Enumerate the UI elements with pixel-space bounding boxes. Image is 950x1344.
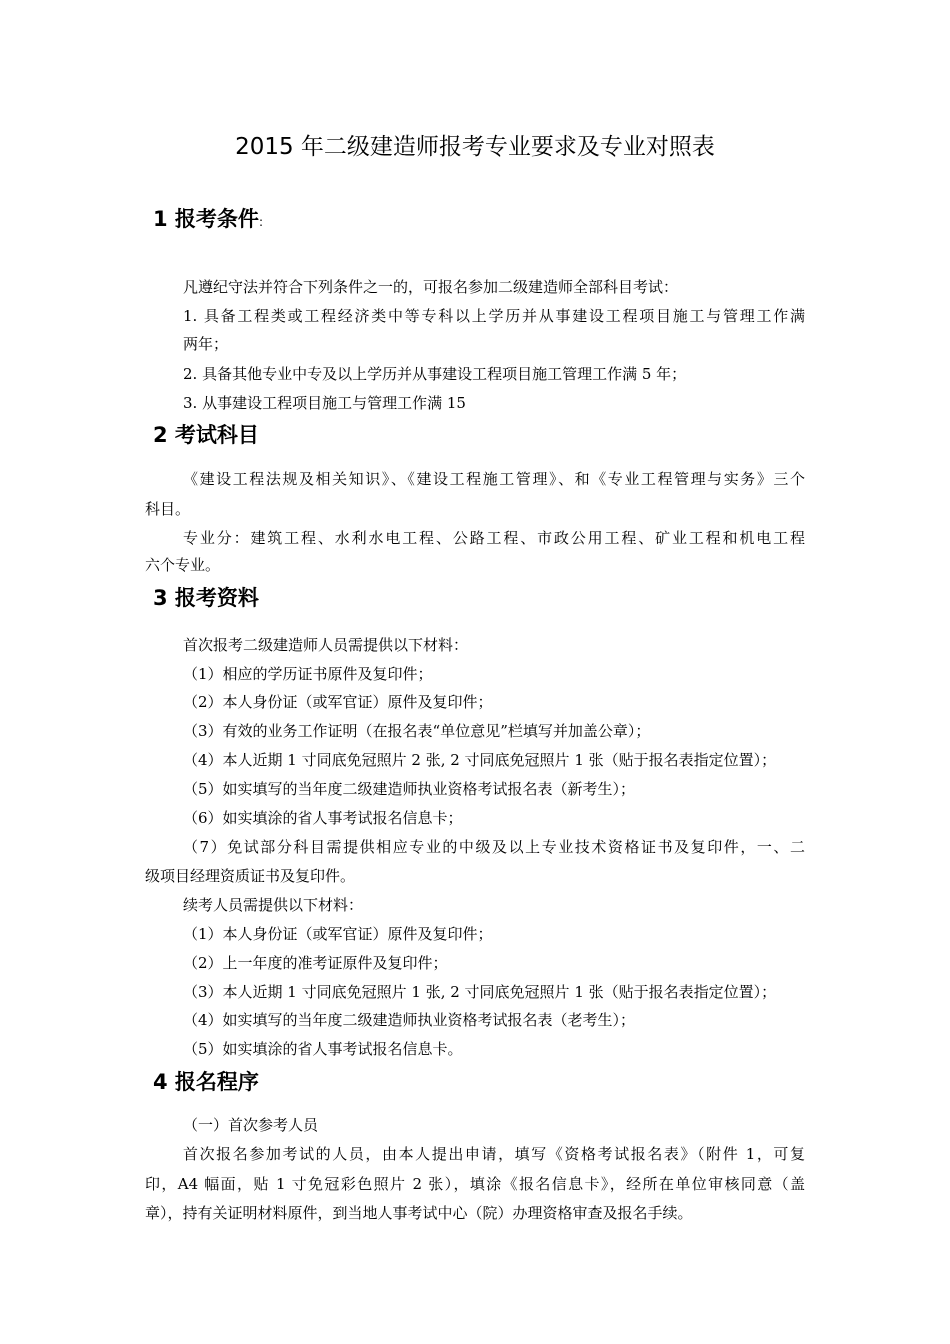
document-title: 2015 年二级建造师报考专业要求及专业对照表 xyxy=(235,134,715,160)
section-heading-4: 4 报名程序 xyxy=(153,1070,259,1094)
list-item: 3. 从事建设工程项目施工与管理工作满 15 xyxy=(183,394,466,412)
paragraph-line: 首次报名参加考试的人员，由本人提出申请，填写《资格考试报名表》（附件 1，可复 xyxy=(183,1145,805,1163)
paragraph-line: 首次报考二级建造师人员需提供以下材料： xyxy=(183,636,469,654)
section-heading-2: 2 考试科目 xyxy=(153,423,259,447)
paragraph-line: 《建设工程法规及相关知识》、《建设工程施工管理》、和《专业工程管理与实务》三个 xyxy=(183,470,805,488)
section-heading-1: 1 报考条件: xyxy=(153,207,263,231)
list-item: （6）如实填涂的省人事考试报名信息卡； xyxy=(183,809,463,827)
paragraph-line: 续考人员需提供以下材料： xyxy=(183,896,364,914)
list-item: （5）如实填涂的省人事考试报名信息卡。 xyxy=(183,1040,463,1058)
list-item: （2）本人身份证（或军官证）原件及复印件； xyxy=(183,693,493,711)
list-item: （2）上一年度的准考证原件及复印件； xyxy=(183,954,448,972)
list-item: （4）如实填写的当年度二级建造师执业资格考试报名表（老考生）； xyxy=(183,1011,636,1029)
list-item-continuation: 级项目经理资质证书及复印件。 xyxy=(145,867,356,885)
list-item: （3）有效的业务工作证明（在报名表“单位意见”栏填写并加盖公章）； xyxy=(183,722,651,740)
paragraph-line: 章），持有关证明材料原件，到当地人事考试中心（院）办理资格审查及报名手续。 xyxy=(145,1204,693,1222)
paragraph-line: 科目。 xyxy=(145,500,191,518)
heading-colon: : xyxy=(258,215,263,229)
paragraph-line: 凡遵纪守法并符合下列条件之一的，可报名参加二级建造师全部科目考试： xyxy=(183,278,679,296)
paragraph-line: 印，A4 幅面，贴 1 寸免冠彩色照片 2 张），填涂《报名信息卡》，经所在单位审核同意（盖 xyxy=(145,1175,805,1193)
list-item: （5）如实填写的当年度二级建造师执业资格考试报名表（新考生）； xyxy=(183,780,636,798)
list-item: （3）本人近期 1 寸同底免冠照片 1 张, 2 寸同底免冠照片 1 张（贴于报名表指定位置）； xyxy=(183,983,777,1001)
list-item: 2. 具备其他专业中专及以上学历并从事建设工程项目施工管理工作满 5 年； xyxy=(183,365,687,383)
paragraph-line: 六个专业。 xyxy=(145,556,221,574)
list-item: （1）本人身份证（或军官证）原件及复印件； xyxy=(183,925,493,943)
list-item: 1. 具备工程类或工程经济类中等专科以上学历并从事建设工程项目施工与管理工作满 xyxy=(183,307,805,325)
list-item: （4）本人近期 1 寸同底免冠照片 2 张, 2 寸同底免冠照片 1 张（贴于报名表指定位置）； xyxy=(183,751,777,769)
list-item-continuation: 两年； xyxy=(183,335,229,353)
paragraph-line: 专业分：建筑工程、水利水电工程、公路工程、市政公用工程、矿业工程和机电工程 xyxy=(183,529,805,547)
list-item: （7）免试部分科目需提供相应专业的中级及以上专业技术资格证书及复印件，一、二 xyxy=(183,838,805,856)
section-heading-3: 3 报考资料 xyxy=(153,586,259,610)
subheading: （一）首次参考人员 xyxy=(183,1116,319,1134)
list-item: （1）相应的学历证书原件及复印件； xyxy=(183,665,433,683)
